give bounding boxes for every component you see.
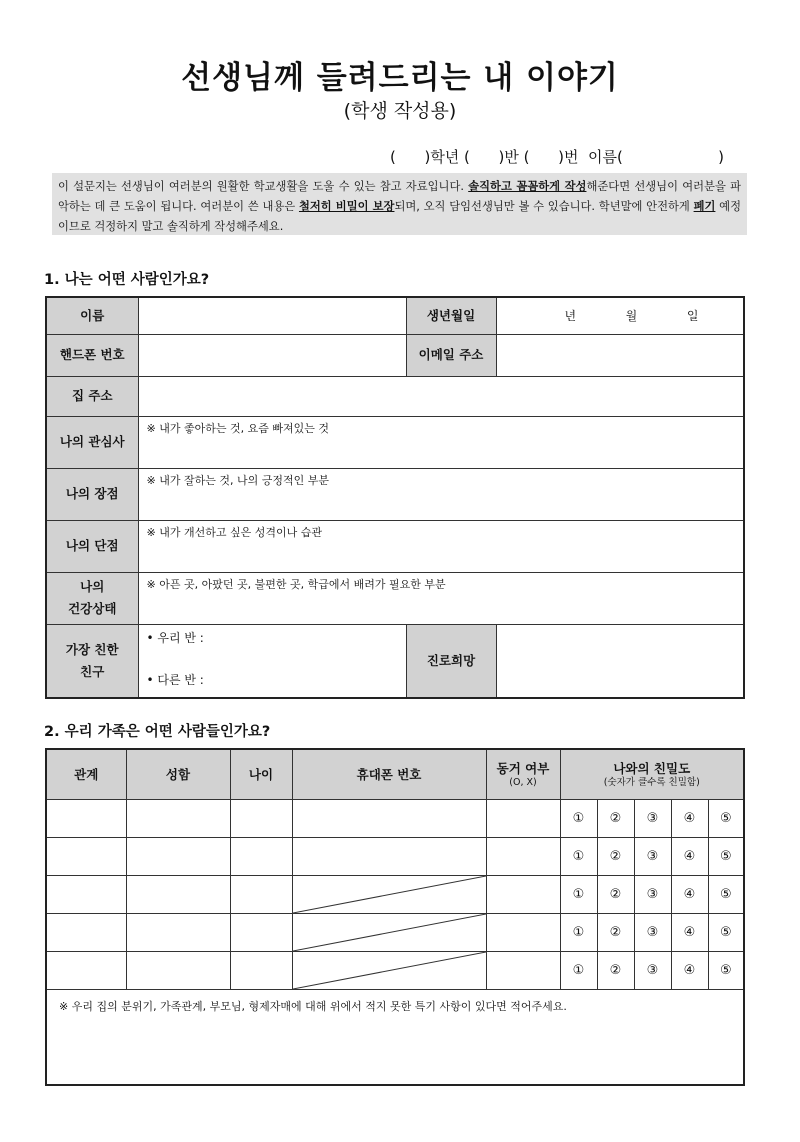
- col-closeness-label: 나와의 친밀도: [613, 761, 691, 777]
- section-1-heading: 1. 나는 어떤 사람인가요?: [44, 272, 210, 288]
- name-label: 이름: [46, 297, 138, 334]
- family-name-cell[interactable]: [126, 913, 230, 951]
- family-row: [46, 837, 744, 875]
- personal-info-table: [45, 296, 745, 699]
- best-friend-label: [46, 624, 138, 698]
- family-phone-cell[interactable]: [292, 799, 486, 837]
- family-age-cell[interactable]: [230, 875, 292, 913]
- section-2-heading: 2. 우리 가족은 어떤 사람들인가요?: [44, 724, 271, 740]
- diagonal-slash: [293, 914, 486, 951]
- col-name: 성함: [126, 749, 230, 799]
- closeness-option-5[interactable]: ⑤: [708, 875, 744, 913]
- health-label: [46, 572, 138, 624]
- closeness-option-1[interactable]: ①: [560, 799, 597, 837]
- weakness-label: 나의 단점: [46, 520, 138, 572]
- interest-hint: ※ 내가 좋아하는 것, 요즘 빠져있는 것: [146, 421, 329, 435]
- col-relation: 관계: [46, 749, 126, 799]
- family-name-cell[interactable]: [126, 951, 230, 989]
- email-field[interactable]: [496, 334, 744, 376]
- closeness-option-4[interactable]: ④: [671, 837, 708, 875]
- family-age-cell[interactable]: [230, 799, 292, 837]
- best-friend-label-line1: 가장 친한: [65, 641, 119, 657]
- family-relation-cell[interactable]: [46, 951, 126, 989]
- notice-emphasis: 솔직하고 꼼꼼하게 작성: [468, 180, 587, 193]
- family-relation-cell[interactable]: [46, 799, 126, 837]
- closeness-option-3[interactable]: ③: [634, 875, 671, 913]
- birthdate-label: 생년월일: [406, 297, 496, 334]
- family-relation-cell[interactable]: [46, 913, 126, 951]
- notice-text: 예정이므로 걱정하지 말고 솔직하게 작성해주세요.: [58, 200, 742, 233]
- col-living-label: 동거 여부: [496, 761, 550, 777]
- family-phone-cell[interactable]: [292, 875, 486, 913]
- family-name-cell[interactable]: [126, 875, 230, 913]
- col-closeness: [560, 749, 744, 799]
- family-name-cell[interactable]: [126, 837, 230, 875]
- family-living-cell[interactable]: [486, 913, 560, 951]
- family-living-cell[interactable]: [486, 951, 560, 989]
- notice-emphasis: 철저히 비밀이 보장: [298, 200, 395, 213]
- closeness-option-5[interactable]: ⑤: [708, 951, 744, 989]
- phone-field[interactable]: [138, 334, 406, 376]
- strength-label: 나의 장점: [46, 468, 138, 520]
- address-field[interactable]: [138, 376, 744, 416]
- family-name-cell[interactable]: [126, 799, 230, 837]
- birthdate-field[interactable]: 년 월 일: [496, 297, 744, 334]
- closeness-option-1[interactable]: ①: [560, 837, 597, 875]
- health-field[interactable]: [138, 572, 744, 624]
- family-living-cell[interactable]: [486, 875, 560, 913]
- interest-field[interactable]: [138, 416, 744, 468]
- closeness-option-2[interactable]: ②: [597, 913, 634, 951]
- family-row: [46, 875, 744, 913]
- page-subtitle: (학생 작성용): [343, 100, 457, 122]
- closeness-option-2[interactable]: ②: [597, 799, 634, 837]
- closeness-option-4[interactable]: ④: [671, 799, 708, 837]
- career-label: 진로희망: [406, 624, 496, 698]
- career-field[interactable]: [496, 624, 744, 698]
- address-label: 집 주소: [46, 376, 138, 416]
- best-friend-label-line2: 친구: [80, 663, 105, 679]
- family-relation-cell[interactable]: [46, 875, 126, 913]
- closeness-option-3[interactable]: ③: [634, 913, 671, 951]
- notice-text: 되며, 오직 담임선생님만 볼 수 있습니다. 학년말에 안전하게: [394, 200, 694, 213]
- family-living-cell[interactable]: [486, 799, 560, 837]
- closeness-option-3[interactable]: ③: [634, 799, 671, 837]
- family-living-cell[interactable]: [486, 837, 560, 875]
- closeness-option-4[interactable]: ④: [671, 913, 708, 951]
- closeness-option-5[interactable]: ⑤: [708, 799, 744, 837]
- closeness-option-1[interactable]: ①: [560, 951, 597, 989]
- family-row: [46, 951, 744, 989]
- family-remarks-field[interactable]: [46, 989, 744, 1085]
- family-phone-cell[interactable]: [292, 837, 486, 875]
- notice-emphasis: 폐기: [693, 200, 716, 213]
- family-phone-cell[interactable]: [292, 913, 486, 951]
- family-age-cell[interactable]: [230, 837, 292, 875]
- phone-label: 핸드폰 번호: [46, 334, 138, 376]
- student-info-line[interactable]: ( )학년 ( )반 ( )번 이름( ): [390, 148, 725, 166]
- name-field[interactable]: [138, 297, 406, 334]
- page-title: 선생님께 들려드리는 내 이야기: [181, 60, 619, 96]
- closeness-option-5[interactable]: ⑤: [708, 913, 744, 951]
- closeness-option-3[interactable]: ③: [634, 951, 671, 989]
- health-label-line1: 나의: [80, 579, 105, 594]
- family-phone-cell[interactable]: [292, 951, 486, 989]
- diagonal-slash: [293, 876, 486, 913]
- notice-box: [52, 173, 747, 235]
- health-label-line2: 건강상태: [68, 601, 117, 616]
- closeness-option-5[interactable]: ⑤: [708, 837, 744, 875]
- closeness-option-1[interactable]: ①: [560, 913, 597, 951]
- family-relation-cell[interactable]: [46, 837, 126, 875]
- friend-other-class: • 다른 반 :: [146, 672, 204, 687]
- col-living-sub: (O, X): [509, 777, 537, 789]
- notice-text: 해준다면 선생님이 여러분을 파악하는 데 큰 도움이 됩니다. 여러분이 쓴 내용은: [58, 180, 742, 213]
- weakness-field[interactable]: [138, 520, 744, 572]
- closeness-option-4[interactable]: ④: [671, 951, 708, 989]
- family-age-cell[interactable]: [230, 951, 292, 989]
- col-closeness-sub: (숫자가 클수록 친밀함): [603, 777, 700, 789]
- interest-label: 나의 관심사: [46, 416, 138, 468]
- weakness-hint: ※ 내가 개선하고 싶은 성격이나 습관: [146, 525, 322, 539]
- best-friend-field[interactable]: [138, 624, 406, 698]
- family-row: [46, 799, 744, 837]
- family-remarks-hint: ※ 우리 집의 분위기, 가족관계, 부모님, 형제자매에 대해 위에서 적지 못한 특기 사항이 있다면 적어주세요.: [59, 999, 567, 1013]
- email-label: 이메일 주소: [406, 334, 496, 376]
- diagonal-slash: [293, 952, 486, 989]
- closeness-option-3[interactable]: ③: [634, 837, 671, 875]
- strength-field[interactable]: [138, 468, 744, 520]
- col-phone: 휴대폰 번호: [292, 749, 486, 799]
- closeness-option-2[interactable]: ②: [597, 837, 634, 875]
- family-table: [45, 748, 745, 1086]
- notice-text: 이 설문지는 선생님이 여러분의 원활한 학교생활을 도울 수 있는 참고 자료입니다.: [58, 180, 469, 193]
- col-age: 나이: [230, 749, 292, 799]
- family-row: [46, 913, 744, 951]
- closeness-option-4[interactable]: ④: [671, 875, 708, 913]
- col-living: [486, 749, 560, 799]
- closeness-option-2[interactable]: ②: [597, 951, 634, 989]
- health-hint: ※ 아픈 곳, 아팠던 곳, 불편한 곳, 학급에서 배려가 필요한 부분: [146, 577, 446, 591]
- family-age-cell[interactable]: [230, 913, 292, 951]
- friend-same-class: • 우리 반 :: [146, 630, 204, 645]
- strength-hint: ※ 내가 잘하는 것, 나의 긍정적인 부분: [146, 473, 329, 487]
- closeness-option-1[interactable]: ①: [560, 875, 597, 913]
- closeness-option-2[interactable]: ②: [597, 875, 634, 913]
